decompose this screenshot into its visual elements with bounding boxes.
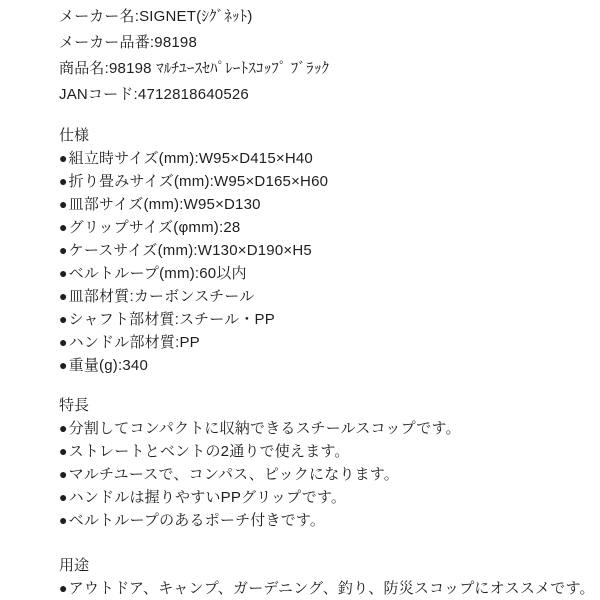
colon-separator: : bbox=[218, 219, 224, 236]
features-section bbox=[59, 394, 572, 532]
spec-label: 重量(g) bbox=[68, 357, 118, 374]
colon-separator: : bbox=[175, 334, 180, 351]
colon-separator: : bbox=[149, 34, 155, 51]
colon-separator: : bbox=[209, 173, 215, 190]
bullet-icon: ● bbox=[59, 219, 68, 235]
spec-item-shaft-material bbox=[59, 308, 572, 331]
feature-item bbox=[59, 463, 572, 486]
colon-separator: : bbox=[194, 150, 199, 167]
spec-value: W95×D130 bbox=[183, 196, 261, 213]
feature-item bbox=[59, 509, 572, 532]
spec-item-folded-size bbox=[59, 170, 572, 193]
usage-section-heading: 用途 bbox=[59, 557, 90, 574]
field-value: SIGNET(ｼｸﾞﾈｯﾄ) bbox=[139, 8, 253, 25]
feature-text: ベルトループのあるポーチ付きです。 bbox=[68, 512, 326, 529]
features-section-heading: 特長 bbox=[59, 397, 90, 414]
field-value: 98198 bbox=[154, 34, 197, 51]
product-info-block bbox=[59, 4, 572, 108]
spec-value: PP bbox=[179, 334, 200, 351]
spec-label: 皿部サイズ(mm) bbox=[68, 196, 180, 213]
spec-label: ハンドル部材質 bbox=[68, 334, 176, 351]
bullet-icon: ● bbox=[59, 466, 68, 482]
spec-label: グリップサイズ(φmm) bbox=[68, 219, 219, 236]
spec-item-blade-material bbox=[59, 285, 572, 308]
bullet-icon: ● bbox=[59, 489, 68, 505]
spec-label: シャフト部材質 bbox=[68, 311, 175, 328]
spec-section bbox=[59, 124, 572, 377]
field-label: 商品名 bbox=[59, 60, 105, 77]
colon-separator: : bbox=[193, 242, 198, 259]
product-info-line-maker-name bbox=[59, 4, 572, 30]
spec-item-grip-size bbox=[59, 216, 572, 239]
spec-item-handle-material bbox=[59, 331, 572, 354]
feature-text: ストレートとベントの2通りで使えます。 bbox=[68, 443, 350, 460]
product-info-line-maker-part-number bbox=[59, 30, 572, 56]
spec-label: 折り畳みサイズ(mm) bbox=[68, 173, 210, 190]
colon-separator: : bbox=[194, 265, 200, 282]
field-value: 98198 ﾏﾙﾁﾕｰｽｾﾊﾟﾚｰﾄｽｺｯﾌﾟ ﾌﾞﾗｯｸ bbox=[108, 60, 330, 77]
bullet-icon: ● bbox=[59, 242, 68, 258]
field-label: メーカー品番 bbox=[59, 34, 150, 51]
field-label: JANコード bbox=[59, 86, 134, 103]
feature-text: マルチユースで、コンパス、ピックになります。 bbox=[68, 466, 400, 483]
spec-item-weight bbox=[59, 354, 572, 377]
spec-value: 60以内 bbox=[199, 265, 247, 282]
spec-label: ケースサイズ(mm) bbox=[68, 242, 194, 259]
colon-separator: : bbox=[118, 357, 123, 374]
feature-text: ハンドルは握りやすいPPグリップです。 bbox=[68, 489, 347, 506]
colon-separator: : bbox=[129, 288, 134, 305]
feature-item bbox=[59, 417, 572, 440]
spec-label: 皿部材質 bbox=[68, 288, 130, 305]
bullet-icon: ● bbox=[59, 357, 68, 373]
field-label: メーカー名 bbox=[59, 8, 135, 25]
spec-value: 28 bbox=[223, 219, 241, 236]
colon-separator: : bbox=[104, 60, 109, 77]
bullet-icon: ● bbox=[59, 334, 68, 350]
feature-item bbox=[59, 440, 572, 463]
colon-separator: : bbox=[179, 196, 184, 213]
bullet-icon: ● bbox=[59, 311, 68, 327]
spec-value: W95×D415×H40 bbox=[198, 150, 313, 167]
spec-item-assembled-size bbox=[59, 147, 572, 170]
spec-label: ベルトループ(mm) bbox=[68, 265, 195, 282]
spec-section-heading: 仕様 bbox=[59, 127, 90, 144]
spec-item-blade-size bbox=[59, 193, 572, 216]
bullet-icon: ● bbox=[59, 150, 68, 166]
bullet-icon: ● bbox=[59, 443, 68, 459]
spec-value: 340 bbox=[122, 357, 149, 374]
feature-text: 分割してコンパクトに収納できるスチールスコップです。 bbox=[68, 420, 461, 437]
field-value: 4712818640526 bbox=[137, 86, 249, 103]
spec-item-case-size bbox=[59, 239, 572, 262]
colon-separator: : bbox=[134, 8, 140, 25]
bullet-icon: ● bbox=[59, 580, 68, 596]
spec-value: カーボンスチール bbox=[133, 288, 255, 305]
usage-section bbox=[59, 554, 595, 600]
spec-label: 組立時サイズ(mm) bbox=[68, 150, 195, 167]
product-info-line-product-name bbox=[59, 56, 572, 82]
bullet-icon: ● bbox=[59, 265, 68, 281]
feature-item bbox=[59, 486, 572, 509]
bullet-icon: ● bbox=[59, 173, 68, 189]
usage-text: アウトドア、キャンプ、ガーデニング、釣り、防災スコップにオススメです。 bbox=[68, 580, 595, 597]
bullet-icon: ● bbox=[59, 420, 68, 436]
spec-value: W130×D190×H5 bbox=[197, 242, 312, 259]
bullet-icon: ● bbox=[59, 196, 68, 212]
spec-value: W95×D165×H60 bbox=[214, 173, 329, 190]
bullet-icon: ● bbox=[59, 288, 68, 304]
colon-separator: : bbox=[133, 86, 138, 103]
spec-item-belt-loop bbox=[59, 262, 572, 285]
spec-value: スチール・PP bbox=[179, 311, 275, 328]
usage-item bbox=[59, 577, 595, 600]
bullet-icon: ● bbox=[59, 512, 68, 528]
product-info-line-jan-code bbox=[59, 82, 572, 108]
colon-separator: : bbox=[174, 311, 180, 328]
